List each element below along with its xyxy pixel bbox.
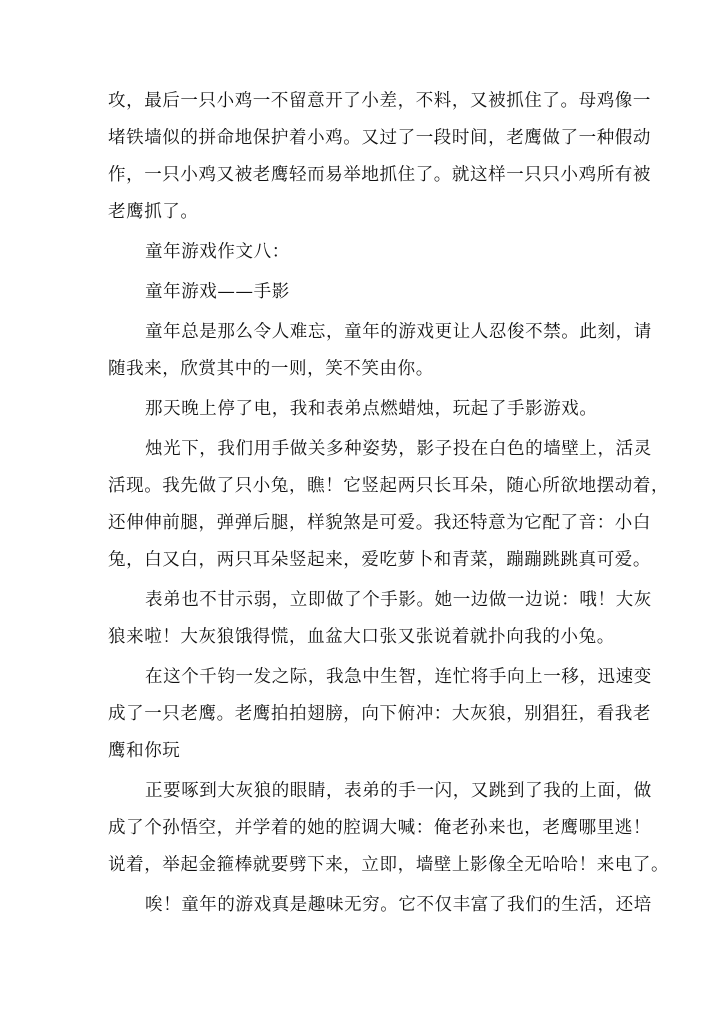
text-line: 正要啄到大灰狼的眼睛，表弟的手一闪，又跳到了我的上面，做 <box>145 781 652 801</box>
essay-title: 童年游戏——手影 <box>145 282 290 302</box>
text-line: 还伸伸前腿，弹弹后腿，样貌煞是可爱。我还特意为它配了音：小白 <box>108 513 651 533</box>
text-line: 在这个千钧一发之际，我急中生智，连忙将手向上一移，迅速变 <box>145 667 652 687</box>
text-line: 表弟也不甘示弱，立即做了个手影。她一边做一边说：哦！大灰 <box>145 590 652 610</box>
text-line: 鹰和你玩 <box>108 741 181 761</box>
text-line: 唉！童年的游戏真是趣味无穷。它不仅丰富了我们的生活，还培 <box>145 895 652 915</box>
text-line: 童年总是那么令人难忘，童年的游戏更让人忍俊不禁。此刻，请 <box>145 322 652 342</box>
text-line: 说着，举起金箍棒就要劈下来，立即，墙壁上影像全无哈哈！来电了。 <box>108 855 670 875</box>
text-line: 活现。我先做了只小兔，瞧！它竖起两只长耳朵，随心所欲地摆动着， <box>108 476 670 496</box>
text-line: 那天晚上停了电，我和表弟点燃蜡烛，玩起了手影游戏。 <box>145 399 598 419</box>
text-line: 烛光下，我们用手做关多种姿势，影子投在白色的墙壁上，活灵 <box>145 439 652 459</box>
text-line: 攻，最后一只小鸡一不留意开了小差，不料，又被抓住了。母鸡像一 <box>108 91 651 111</box>
text-line: 成了个孙悟空，并学着的她的腔调大喊：俺老孙来也，老鹰哪里逃！ <box>108 818 651 838</box>
text-line: 成了一只老鹰。老鹰拍拍翅膀，向下俯冲：大灰狼，别猖狂，看我老 <box>108 704 651 724</box>
text-line: 堵铁墙似的拼命地保护着小鸡。又过了一段时间，老鹰做了一种假动 <box>108 128 651 148</box>
text-line: 作，一只小鸡又被老鹰轻而易举地抓住了。就这样一只只小鸡所有被 <box>108 165 651 185</box>
text-line: 随我来，欣赏其中的一则，笑不笑由你。 <box>108 359 434 379</box>
text-line: 兔，白又白，两只耳朵竖起来，爱吃萝卜和青菜，蹦蹦跳跳真可爱。 <box>108 550 651 570</box>
text-line: 狼来啦！大灰狼饿得慌，血盆大口张又张说着就扑向我的小兔。 <box>108 627 615 647</box>
section-heading: 童年游戏作文八： <box>145 242 290 262</box>
text-line: 老鹰抓了。 <box>108 202 199 222</box>
